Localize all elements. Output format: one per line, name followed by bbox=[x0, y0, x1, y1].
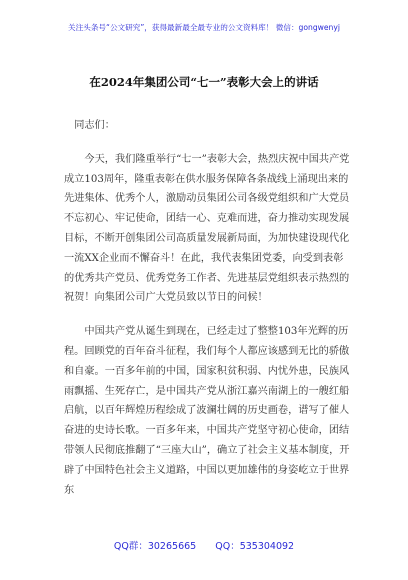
document-body bbox=[64, 116, 352, 500]
header-banner: 关注头条号“公文研究”，获得最新最全最专业的公文资料库！ 微信：gongwenyj bbox=[68, 23, 340, 32]
document-title: 在2024年集团公司“七一”表彰大会上的讲话 bbox=[89, 75, 319, 89]
paragraph-1: 今天，我们隆重举行“七一”表彰大会，热烈庆祝中国共产党成立103周年，隆重表彰在供水服务保障各条战线上涌现出来的先进集体、优秀个人，激励动员集团公司各级党组织和广大党员不忘初心、牢记使命，团结一心、克难而进，奋力推动实现发展目标，不断开创集团公司高质量发展新局面，为加快建设现代化一流XX企业而不懈奋斗！在此，我代表集团党委，向受到表彰的优秀共产党员、优秀党务工作者、先进基层党组织表示热烈的祝贺！向集团公司广大党员致以节日的问候！ bbox=[64, 153, 350, 304]
salutation: 同志们： bbox=[74, 120, 115, 131]
footer-qq-group: QQ群：30265665 bbox=[113, 541, 197, 552]
footer-qq: QQ：535304092 bbox=[215, 541, 295, 552]
paragraph-2: 中国共产党从诞生到现在，已经走过了整整103年光辉的历程。回顾党的百年奋斗征程，我们每个人都应该感到无比的骄傲和自豪。一百多年前的中国，国家积贫积弱、内忧外患，民族风雨飘摇、生死存亡，是中国共产党从浙江嘉兴南湖上的一艘红船启航，以百年辉煌历程绘成了波澜壮阔的历史画卷，谱写了催人奋进的史诗长歌。一百多年来，中国共产党坚守初心使命，团结带领人民彻底推翻了“三座大山”，确立了社会主义基本制度，开辟了中国特色社会主义道路，中国以更加雄伟的身姿屹立于世界东 bbox=[64, 326, 350, 496]
footer-contact bbox=[0, 538, 408, 552]
